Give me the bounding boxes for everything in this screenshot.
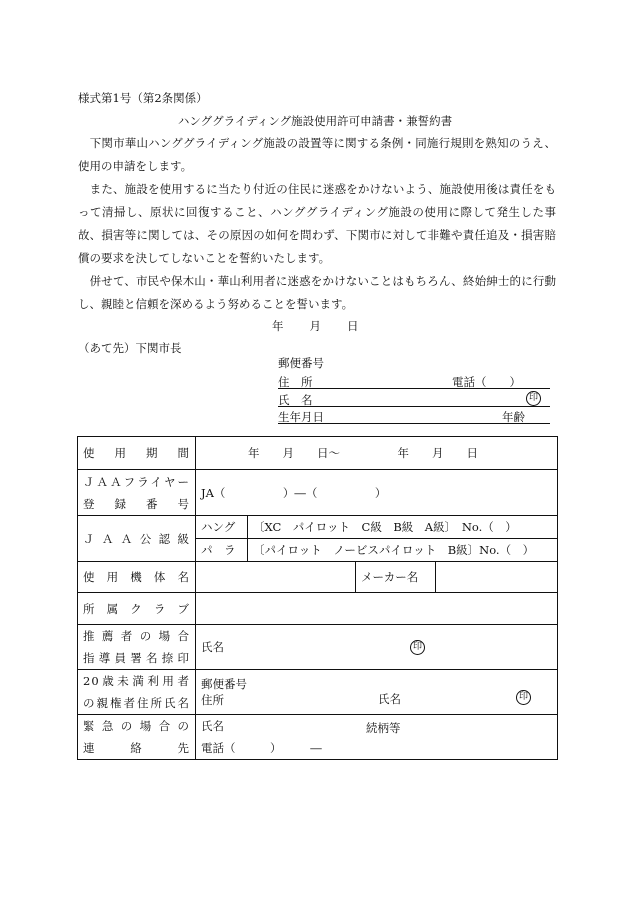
applicant-address-line xyxy=(278,388,550,389)
label-cert-hang: ハング xyxy=(196,516,248,539)
date-month: 月 xyxy=(309,319,321,333)
field-flyer-number[interactable]: JA（ ）―（ ） xyxy=(196,470,558,516)
row-period xyxy=(78,437,558,470)
emergency-name-label: 氏名 xyxy=(201,719,224,733)
paragraph-rules xyxy=(78,132,556,178)
label-emergency-line1: 緊急の場合の xyxy=(83,719,190,733)
date-day: 日 xyxy=(347,319,359,333)
label-cert: ＪＡＡ公認級 xyxy=(78,516,196,562)
label-flyer xyxy=(78,470,196,516)
field-maker[interactable] xyxy=(436,562,558,593)
paragraph-rules-text: 下関市華山ハンググライディング施設の設置等に関する条例・同施行規則を熟知のうえ、使用の申請をします。 xyxy=(78,136,557,173)
field-period[interactable]: 年 月 日～ 年 月 日 xyxy=(196,437,558,470)
label-aircraft: 使用機体名 xyxy=(78,562,196,593)
label-guardian-line2: の親権者住所氏名 xyxy=(83,696,190,710)
field-guardian[interactable] xyxy=(196,670,558,715)
label-guardian xyxy=(78,670,196,715)
label-flyer-line2: 登録番号 xyxy=(83,496,190,511)
applicant-phone-label: 電話（ ） xyxy=(452,375,521,389)
recommender-seal-icon: 印 xyxy=(410,640,425,655)
guardian-name-label: 氏名 xyxy=(378,692,401,706)
row-guardian xyxy=(78,670,558,715)
applicant-name-label: 氏 名 xyxy=(278,393,313,407)
label-flyer-line1: ＪＡＡフライヤー xyxy=(83,474,190,489)
field-cert-para[interactable]: 〔パイロット ノービスパイロット B級〕No.（ ） xyxy=(248,539,558,562)
paragraph-pledge-text: また、施設を使用するに当たり付近の住民に迷惑をかけないよう、施設使用後は責任をもって清掃し、原状に回復すること、ハンググライディング施設の使用に際して発生した事故、損害等に関しては、その原因の如何を問わず、下関市に対して非難や責任追及・損害賠償の要求を決してしないことを誓約いたします。 xyxy=(78,182,557,265)
field-emergency[interactable] xyxy=(196,715,558,760)
label-club: 所属クラブ xyxy=(78,593,196,625)
application-table xyxy=(77,436,558,760)
row-aircraft xyxy=(78,562,558,593)
applicant-address-label: 住 所 xyxy=(278,375,313,389)
field-club[interactable] xyxy=(196,593,558,625)
row-recommender xyxy=(78,625,558,670)
applicant-birth-line xyxy=(278,423,550,424)
applicant-postal-label: 郵便番号 xyxy=(278,356,324,370)
field-recommender[interactable] xyxy=(196,625,558,670)
label-cert-para: パ ラ xyxy=(196,539,248,562)
guardian-postal-label: 郵便番号 xyxy=(201,677,247,691)
field-cert-hang[interactable]: 〔XC パイロット C級 B級 A級〕 No.（ ） xyxy=(248,516,558,539)
recommender-name-label: 氏名 xyxy=(201,640,224,654)
row-emergency xyxy=(78,715,558,760)
label-recommender-line2: 指導員署名捺印 xyxy=(83,651,190,665)
paragraph-conduct xyxy=(78,270,556,316)
label-recommender xyxy=(78,625,196,670)
emergency-phone-label: 電話（ ） ― xyxy=(201,741,322,755)
label-guardian-line1: 20歳未満利用者 xyxy=(83,674,190,688)
label-maker: メーカー名 xyxy=(356,562,436,593)
label-emergency-line2: 連絡先 xyxy=(83,741,190,755)
row-cert-hang xyxy=(78,516,558,539)
applicant-seal-icon: 印 xyxy=(526,391,541,406)
paragraph-pledge xyxy=(78,178,556,270)
emergency-relation-label: 続柄等 xyxy=(366,721,401,735)
row-flyer xyxy=(78,470,558,516)
label-recommender-line1: 推薦者の場合 xyxy=(83,629,190,643)
guardian-address-label: 住所 xyxy=(201,693,224,707)
addressee: （あて先）下関市長 xyxy=(78,341,182,355)
form-number: 様式第1号（第2条関係） xyxy=(78,91,208,105)
label-emergency xyxy=(78,715,196,760)
label-period: 使用期間 xyxy=(78,437,196,470)
paragraph-conduct-text: 併せて、市民や保木山・華山利用者に迷惑をかけないことはもちろん、終始紳士的に行動し、親睦と信頼を深めるよう努めることを誓います。 xyxy=(78,274,556,311)
row-club xyxy=(78,593,558,625)
applicant-name-line xyxy=(278,406,550,407)
field-aircraft[interactable] xyxy=(196,562,356,593)
applicant-birth-label: 生年月日 xyxy=(278,410,324,424)
date-line xyxy=(272,318,359,334)
applicant-age-label: 年齢 xyxy=(502,410,525,424)
guardian-seal-icon: 印 xyxy=(516,690,531,705)
document-title: ハンググライディング施設使用許可申請書・兼誓約書 xyxy=(177,114,453,128)
date-year: 年 xyxy=(272,319,284,333)
